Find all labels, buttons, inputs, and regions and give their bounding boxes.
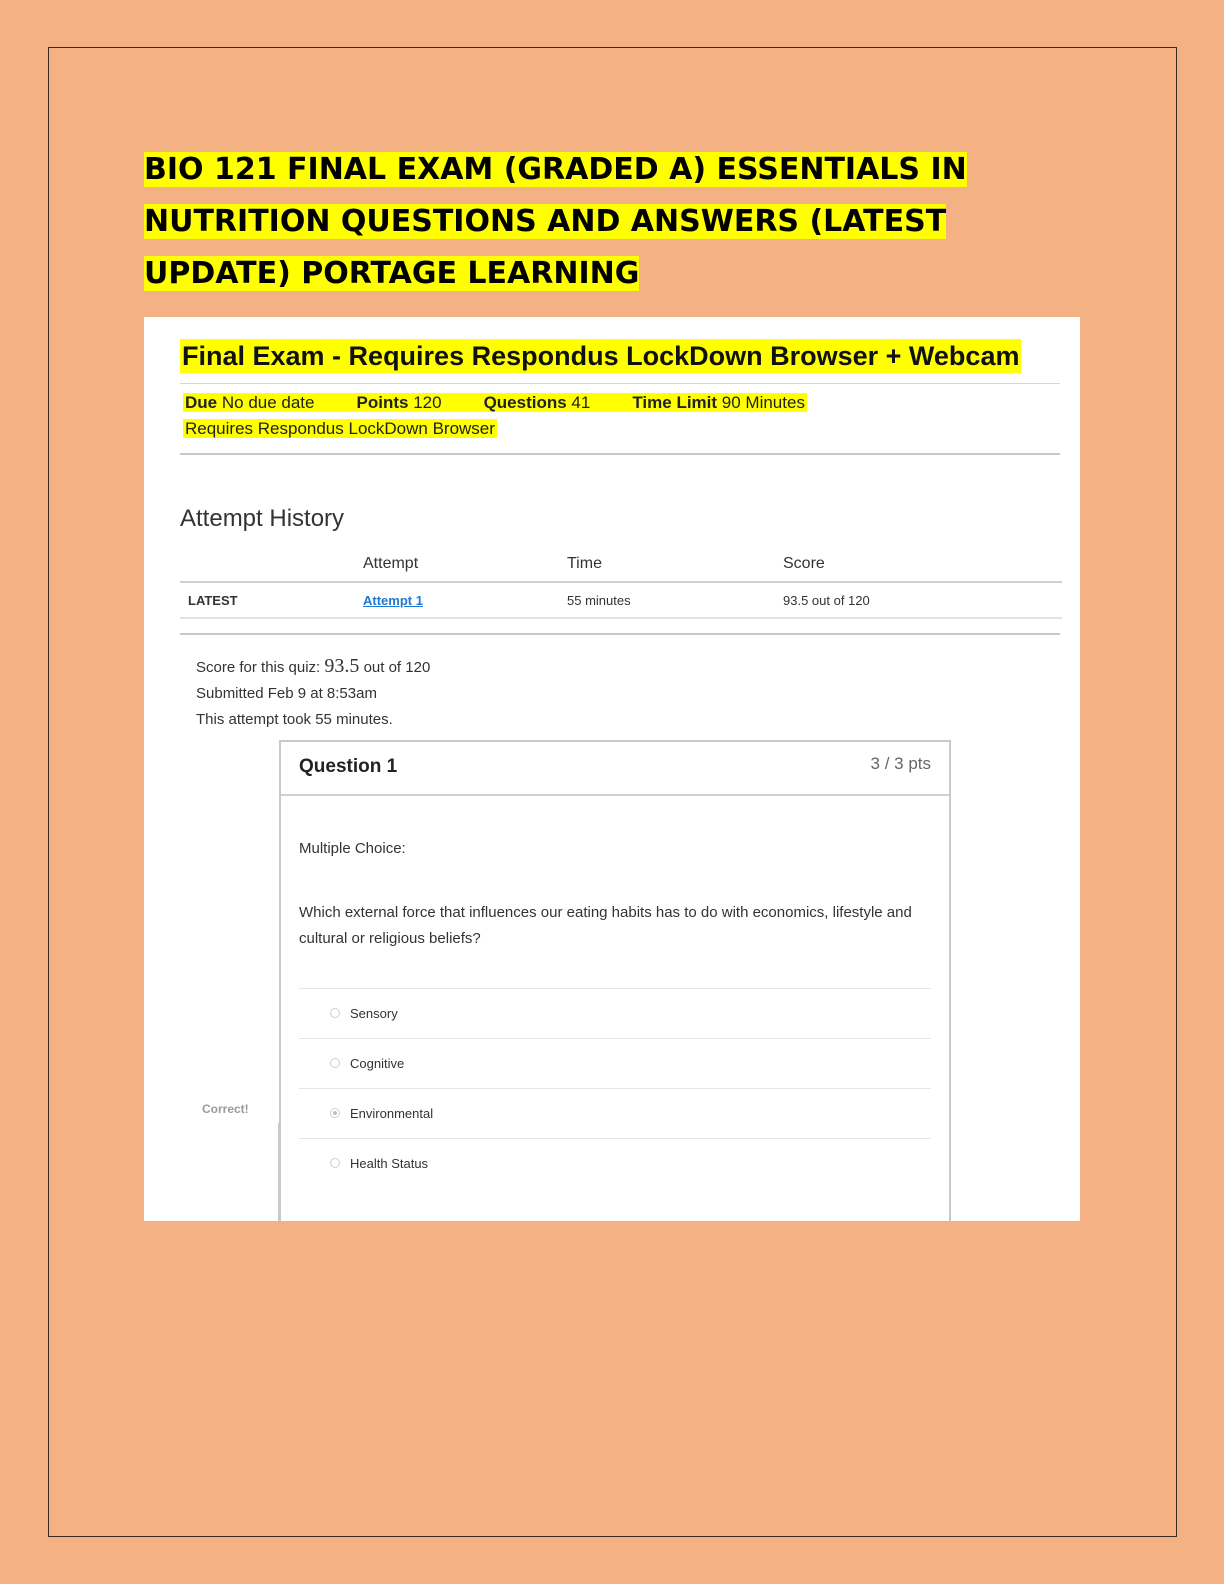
radio-icon[interactable] xyxy=(330,1158,340,1168)
question-text: Which external force that influences our eating habits has to do with economics, lifestyle and cultural or religious beliefs? xyxy=(299,904,912,947)
column-header-score: Score xyxy=(783,547,1062,582)
score-cell: 93.5 out of 120 xyxy=(783,582,1062,618)
submitted-line: Submitted Feb 9 at 8:53am xyxy=(196,685,377,702)
question-points: 3 / 3 pts xyxy=(870,754,931,773)
exam-meta-row xyxy=(183,391,807,415)
exam-requirement xyxy=(183,417,497,441)
answer-option[interactable] xyxy=(299,988,931,1038)
latest-tag: LATEST xyxy=(180,582,363,618)
questions-value: 41 xyxy=(571,393,591,412)
questions-label: Questions xyxy=(483,393,567,412)
document-title xyxy=(144,144,1044,300)
attempt-history-table xyxy=(180,547,1062,619)
points-label: Points xyxy=(356,393,409,412)
document-title-line-2: NUTRITION QUESTIONS AND ANSWERS (LATEST xyxy=(144,204,947,239)
due-label: Due xyxy=(185,393,218,412)
answer-label: Sensory xyxy=(350,1006,398,1021)
table-row xyxy=(180,582,1062,618)
answer-label: Environmental xyxy=(350,1106,434,1121)
time-limit-value: 90 Minutes xyxy=(721,393,805,412)
attempt-link[interactable]: Attempt 1 xyxy=(363,592,423,608)
attempt-cell xyxy=(363,582,567,618)
attempt-history-heading: Attempt History xyxy=(180,505,345,532)
exam-screenshot xyxy=(144,317,1080,1221)
score-label: Score for this quiz: xyxy=(196,659,321,676)
radio-icon[interactable] xyxy=(330,1058,340,1068)
correct-flag: Correct! xyxy=(202,1102,249,1116)
question-header xyxy=(281,742,949,796)
answer-option[interactable] xyxy=(299,1088,931,1138)
column-header-time: Time xyxy=(567,547,783,582)
radio-selected-icon[interactable] xyxy=(330,1108,340,1118)
due-value: No due date xyxy=(221,393,315,412)
table-header-row xyxy=(180,547,1062,582)
quiz-summary xyxy=(196,653,430,733)
question-type: Multiple Choice: xyxy=(299,840,406,857)
answer-label: Cognitive xyxy=(350,1056,405,1071)
answer-label: Health Status xyxy=(350,1156,429,1171)
time-cell: 55 minutes xyxy=(567,582,783,618)
question-title: Question 1 xyxy=(299,756,398,777)
due-field xyxy=(183,393,807,412)
document-title-line-1: BIO 121 FINAL EXAM (GRADED A) ESSENTIALS IN xyxy=(144,152,967,187)
divider xyxy=(180,453,1060,455)
exam-title: Final Exam - Requires Respondus LockDown Browser + Webcam xyxy=(182,341,1020,371)
points-value: 120 xyxy=(413,393,442,412)
answer-list xyxy=(299,988,931,1188)
duration-line: This attempt took 55 minutes. xyxy=(196,711,393,728)
answer-option[interactable] xyxy=(299,1038,931,1088)
answer-option[interactable] xyxy=(299,1138,931,1188)
score-line xyxy=(196,653,430,681)
document-title-line-3: UPDATE) PORTAGE LEARNING xyxy=(144,256,640,291)
score-value: 93.5 xyxy=(324,655,360,677)
requirement-text: Requires Respondus LockDown Browser xyxy=(185,419,495,438)
time-limit-label: Time Limit xyxy=(632,393,718,412)
column-header xyxy=(180,547,363,582)
divider xyxy=(180,633,1060,635)
score-suffix: out of 120 xyxy=(363,659,431,676)
radio-icon[interactable] xyxy=(330,1008,340,1018)
question-card xyxy=(279,740,951,1221)
column-header-attempt: Attempt xyxy=(363,547,567,582)
divider xyxy=(180,383,1060,384)
